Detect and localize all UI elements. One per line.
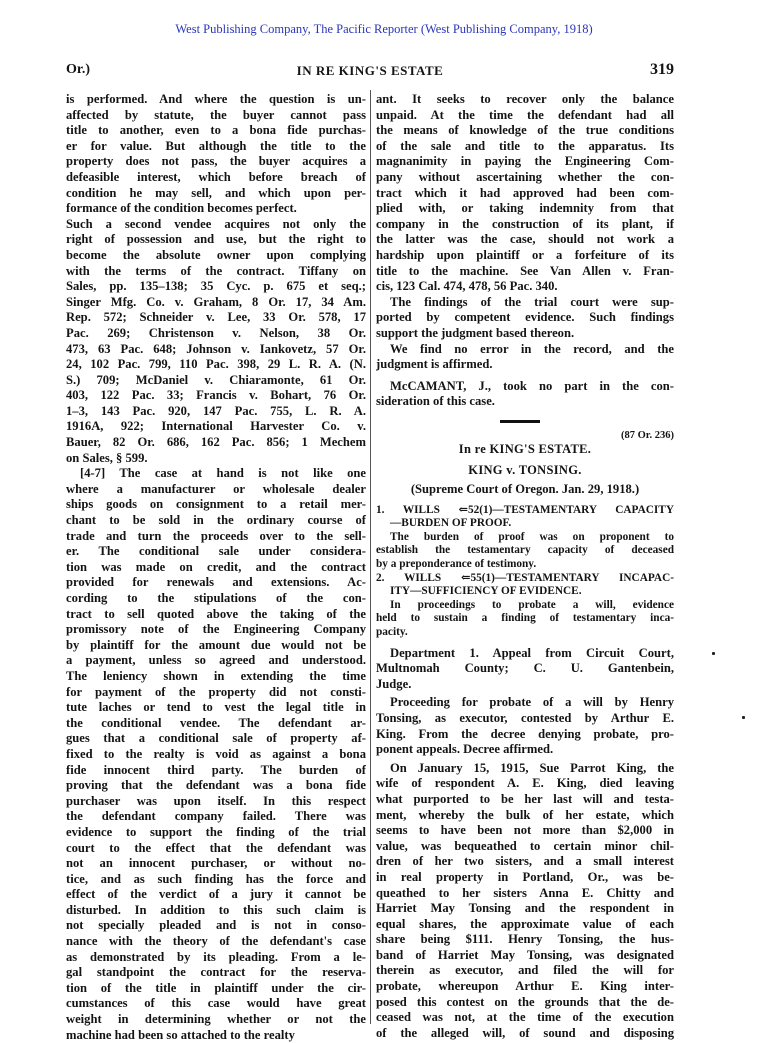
text-line: become the absolute owner upon complying [66,247,366,262]
text-line: not an innocent purchaser, or without no- [66,856,366,871]
text-line: gal standpoint the contract for the reserva- [66,965,366,980]
text-line: held to sustain a finding of testamentary inca- [376,612,674,625]
text-line: with the terms of the contract. Tiffany on [66,263,366,278]
text-line: Such a second vendee acquires not only the [66,216,366,231]
text-line: court to the effect that the defendant was [66,840,366,855]
text-line: tract to sell quoted above the taking of the [66,606,366,621]
text-line: weight in determining whether or not the [66,1012,366,1027]
text-line: ment, whereby the bulk of her estate, which [376,807,674,822]
text-line: On January 15, 1915, Sue Parrot King, the [390,760,674,775]
text-line: Singer Mfg. Co. v. Graham, 8 Or. 17, 34 Am. [66,294,366,309]
text-line: er. The conditional sale under considera- [66,544,366,559]
text-line: what purported to be her last will and testa- [376,791,674,806]
text-line: chant to be sold in the ordinary course of [66,513,366,528]
text-line: gues that a conditional sale of property af- [66,731,366,746]
text-line: posed this contest on the grounds that the de- [376,994,674,1009]
text-line: The findings of the trial court were sup- [390,294,674,309]
opinion-text [376,761,674,1042]
text-line: Tonsing, as executor, contested by Arthur E. [376,710,674,725]
proceeding-summary [376,695,674,757]
header-state-abbrev: Or.) [66,62,90,77]
text-line: cumstances of this case would have great [66,996,366,1011]
text-line: machine had been so attached to the realty [66,1027,295,1042]
text-line: [4-7] The case at hand is not like one [80,466,366,481]
section-separator [376,416,674,428]
text-line: evidence to support the finding of the trial [66,824,366,839]
text-line: a payment, unless so agreed and understood. [66,653,366,668]
margin-speck [742,716,745,719]
text-line: therein as executor, and filed the will for [376,963,674,978]
margin-speck [712,652,715,655]
text-line: by a preponderance of testimony. [376,558,537,571]
text-line: property does not pass, the buyer acquires a [66,154,366,169]
text-line: 2. WILLS ⇐55(1)—TESTAMENTARY INCAPAC- [376,571,674,584]
text-line: The burden of proof was on proponent to [390,530,674,543]
text-line: Sales, pp. 135–138; 35 Cyc. p. 675 et seq.; [66,279,366,294]
text-line: the means of knowledge of the true conditions [376,123,674,138]
text-line: 1. WILLS ⇐52(1)—TESTAMENTARY CAPACITY [376,503,674,516]
text-line: fide innocent third party. The burden of [66,762,366,777]
text-line: effect of the verdict of a jury it cannot be [66,887,366,902]
text-line: of the sale and title to the apparatus. Its [376,138,674,153]
text-line: 403, 122 Pac. 33; Francis v. Bohart, 76 Or. [66,388,366,403]
text-line: Harriet May Tonsing and the respondent in [376,901,674,916]
text-line: Multnomah County; C. U. Gantenbein, [376,661,674,676]
text-line: ITY—SUFFICIENCY OF EVIDENCE. [390,585,582,598]
text-line: We find no error in the record, and the [390,341,674,356]
text-line: plied with, or taking indemnity from that [376,201,674,216]
text-line: probate, whereupon Arthur E. King inter- [376,979,674,994]
text-line: wife of respondent A. E. King, died leaving [376,776,674,791]
paragraph-affirmed [376,342,674,373]
text-line: where a manufacturer or wholesale dealer [66,481,366,496]
headnotes [376,504,674,640]
text-line: not specially pleaded and is not in conso- [66,918,366,933]
text-line: proving that the defendant was a bona fide [66,778,366,793]
text-line: title to the machine. See Van Allen v. Fran- [376,263,674,278]
text-line: for payment of the property did not consti- [66,684,366,699]
text-line: tract which it had approved had been com- [376,185,674,200]
text-line: unpaid. At the time the defendant had all [376,107,674,122]
paragraph-mccamant [376,379,674,410]
text-line: McCAMANT, J., took no part in the con- [390,378,674,393]
text-line: band of Harriet May Tonsing, was designated [376,947,674,962]
court-and-date: (Supreme Court of Oregon. Jan. 29, 1918.) [410,482,640,497]
column-divider [370,90,371,1024]
text-line: of the alleged will, of sound and disposing [376,1025,674,1040]
text-line: nance with the theory of the defendant's case [66,934,366,949]
text-line: tion of the title in plaintiff under the cir- [66,980,366,995]
left-column [66,92,366,1043]
text-line: trade and turn the proceeds over to the sell- [66,528,366,543]
text-line: affected by statute, the buyer cannot pass [66,107,366,122]
text-line: provided for renewals and extensions. Ac- [66,575,366,590]
text-line: 1916A, 922; International Harvester Co. v. [66,419,366,434]
text-line: Department 1. Appeal from Circuit Court, [390,645,674,660]
text-line: establish the testamentary capacity of deceased [376,544,674,557]
text-line: the latter was the case, should not work a [376,232,674,247]
text-line: er for value. But although the title to the [66,138,366,153]
text-line: Proceeding for probate of a will by Henry [390,695,674,710]
text-line: —BURDEN OF PROOF. [390,517,512,530]
text-line: defeasible interest, which before breach of [66,169,366,184]
paragraph-findings [376,295,674,342]
text-line: cording to the stipulations of the con- [66,591,366,605]
text-line: Judge. [376,676,412,691]
text-line: on Sales, § 599. [66,450,148,465]
text-line: pacity. [376,626,408,638]
text-line: tute laches or tend to vest the legal title in [66,700,366,715]
case-parties: KING v. TONSING. [468,463,582,478]
text-line: formance of the condition becomes perfect. [66,201,297,216]
text-line: queathed to her sisters Anna E. Chitty and [376,885,674,900]
text-line: Pac. 269; Christenson v. Nelson, 38 Or. [66,325,366,340]
text-line: in real property in Portland, Or., was be- [376,869,674,884]
text-line: the conditional vendee. The defendant ar- [66,715,366,730]
text-line: company in the construction of its plant, if [376,216,674,231]
paragraph-continuation [376,92,674,295]
text-line: equal shares, the approximate value of each [376,916,674,931]
text-line: seems to have been not more than $2,000 in [376,823,674,838]
text-line: In proceedings to probate a will, evidence [390,598,674,611]
text-line: Bauer, 82 Or. 686, 162 Pac. 856; 1 Mechem [66,435,366,450]
header-case-title: IN RE KING'S ESTATE [296,63,444,78]
text-line: 473, 63 Pac. 648; Johnson v. Iankovetz, 57 Or. [66,341,366,356]
text-line: by plaintiff for the amount due would not be [66,637,366,652]
text-line: support the judgment based thereon. [376,325,575,340]
text-line: ships goods on consignment to a retail mer- [66,497,366,512]
text-line: cis, 123 Cal. 474, 478, 56 Pac. 340. [376,279,558,294]
text-line: tice, and as such finding has the force and [66,871,366,886]
text-line: ant. It seeks to recover only the balance [376,92,674,106]
text-line: promissory note of the Engineering Company [66,622,366,637]
text-line: purchaser was upon itself. In this respect [66,793,366,808]
text-line: the defendant company failed. There was [66,809,366,824]
text-line: 1–3, 143 Pac. 920, 147 Pac. 755, L. R. A. [66,403,366,418]
text-line: sideration of this case. [376,394,495,409]
source-attribution: West Publishing Company, The Pacific Reporter (West Publishing Company, 1918) [175,22,593,36]
text-line: pany without ascertaining whether the con- [376,169,674,184]
text-line: The leniency shown in extending the time [66,668,366,683]
text-line: dren of her two sisters, and a small interest [376,854,674,869]
text-line: disturbed. In addition to this such claim is [66,902,366,917]
text-line: King. From the decree denying probate, pro- [376,726,674,741]
page-number: 319 [650,61,674,78]
text-line: value, was bequeathed to certain minor chil- [376,838,674,853]
text-line: judgment is affirmed. [376,357,493,372]
text-line: right of possession and use, but the right to [66,232,366,247]
text-line: as demonstrated by its pleading. From a le- [66,949,366,964]
text-line: 24, 102 Pac. 799, 110 Pac. 398, 29 L. R. A. (N. [66,357,366,372]
text-line: ported by competent evidence. Such findings [376,310,674,325]
text-line: ceased was not, at the time of the execution [376,1010,674,1025]
text-line: share being $111. Henry Tonsing, the hus- [376,932,674,947]
text-line: condition he may sell, and which upon per- [66,185,366,200]
case-name: In re KING'S ESTATE. [458,441,592,456]
right-column [376,92,674,1041]
text-line: Rep. 572; Schneider v. Lee, 33 Or. 578, 17 [66,310,366,325]
running-header [66,62,674,82]
text-line: ponent appeals. Decree affirmed. [376,742,554,757]
text-line: tion was made on credit, and the contract [66,559,366,574]
text-line: S.) 709; McDaniel v. Chiaramonte, 61 Or. [66,372,366,387]
text-line: magnanimity in paying the Engineering Com- [376,154,674,169]
appeal-statement [376,646,674,693]
text-line: title to another, even to a bona fide purchas- [66,123,366,138]
text-line: hardship upon plaintiff or a forfeiture of its [376,247,674,262]
text-line: fixed to the realty is void as against a bona [66,746,366,761]
report-citation: (87 Or. 236) [621,429,674,441]
text-line: is performed. And where the question is un- [66,92,366,106]
